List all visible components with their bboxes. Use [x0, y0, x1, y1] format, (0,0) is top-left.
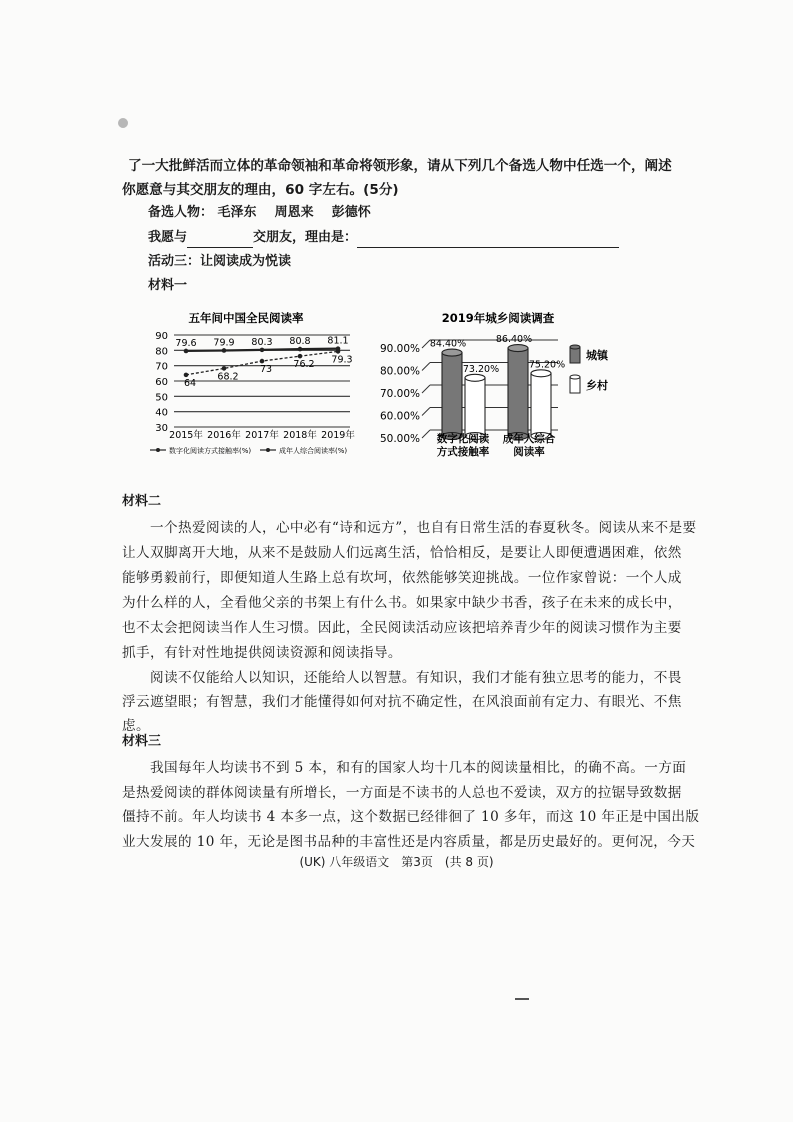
material-3-line: 是热爱阅读的群体阅读量有所增长，一方面是不读书的人总也不爱读，双方的拉锯导致数据	[122, 785, 682, 801]
y-tick-label: 40	[155, 407, 168, 419]
material-2-label: 材料二	[122, 494, 162, 509]
y-tick-label: 50	[155, 392, 168, 404]
x-category-label: 数字化阅读	[436, 433, 490, 445]
x-category-label: 阅读率	[513, 446, 545, 458]
data-point	[298, 354, 303, 359]
data-label: 73.20%	[462, 363, 500, 375]
activity-3-heading: 活动三：让阅读成为悦读	[148, 254, 292, 269]
legend-swatch-top	[570, 345, 580, 349]
material-2-line: 抓手，有针对性地提供阅读资源和阅读指导。	[122, 645, 402, 661]
data-label: 73	[259, 364, 273, 376]
x-category-label: 成年人综合	[502, 433, 556, 445]
y-tick-label: 30	[155, 423, 168, 434]
grid-perspective	[422, 340, 430, 348]
legend-swatch-top	[570, 375, 580, 379]
candidates-row	[148, 203, 371, 223]
paper-mark	[118, 118, 128, 128]
candidates-label: 备选人物：	[148, 205, 214, 220]
grid-perspective	[422, 408, 430, 416]
y-tick-label: 50.00%	[379, 433, 420, 445]
y-tick-label: 60.00%	[379, 410, 420, 423]
data-point	[184, 349, 189, 354]
data-label: 79.6	[175, 337, 197, 349]
scan-mark	[515, 998, 529, 1000]
data-label: 64	[183, 377, 197, 389]
legend-marker	[156, 448, 160, 452]
material-2-line: 虑。	[122, 718, 150, 734]
y-tick-label: 80.00%	[379, 365, 420, 378]
data-label: 81.1	[327, 335, 349, 347]
x-tick-label: 2015年	[169, 430, 203, 441]
cylinder-bar	[531, 373, 551, 436]
bar-chart	[378, 305, 638, 465]
bar-chart-title: 2019年城乡阅读调查	[441, 311, 555, 325]
data-label: 75.20%	[528, 359, 566, 371]
data-point	[260, 348, 265, 353]
x-tick-label: 2016年	[207, 430, 241, 441]
data-point	[336, 346, 341, 351]
legend-label: 成年人综合阅读率(%)	[279, 447, 348, 455]
cylinder-bar	[508, 348, 528, 436]
data-label: 86.40%	[495, 334, 533, 346]
candidate-2: 周恩来	[274, 205, 314, 220]
question-line-2: 你愿意与其交朋友的理由，60 字左右。(5分)	[122, 182, 399, 198]
y-tick-label: 60	[155, 377, 168, 388]
x-tick-label: 2018年	[283, 430, 317, 441]
material-3-line: 业大发展的 10 年，无论是图书品种的丰富性还是内容质量，都是历史最好的。更何况，今天	[122, 834, 696, 850]
y-tick-label: 80	[155, 346, 168, 358]
material-2-line: 浮云遮望眼；有智慧，我们才能懂得如何对抗不确定性，在风浪面前有定力、有眼光、不焦	[122, 694, 682, 710]
grid-perspective	[422, 430, 430, 438]
material-2-line: 阅读不仅能给人以知识，还能给人以智慧。有知识，我们才能有独立思考的能力，不畏	[150, 670, 682, 686]
line-chart	[122, 305, 362, 465]
y-tick-label: 90	[155, 331, 168, 342]
material-2-line: 能够勇毅前行，即便知道人生路上总有坎坷，依然能够笑迎挑战。一位作家曾说：一个人成	[122, 570, 682, 586]
answer-text-1: 我愿与	[148, 230, 188, 245]
grid-perspective	[422, 385, 430, 393]
line-chart-title: 五年间中国全民阅读率	[188, 311, 304, 325]
page-footer: (UK) 八年级语文 第3页 (共 8 页)	[299, 855, 494, 869]
cylinder-bar	[442, 353, 462, 436]
data-label: 79.9	[213, 337, 235, 349]
answer-text-2: 交朋友，理由是：	[253, 230, 358, 245]
cylinder-top	[508, 345, 528, 352]
y-tick-label: 70.00%	[379, 388, 420, 400]
data-point	[298, 347, 303, 352]
x-tick-label: 2019年	[321, 430, 355, 441]
data-label: 80.3	[251, 336, 273, 348]
data-point	[184, 373, 189, 378]
legend-label: 数字化阅读方式接触率(%)	[169, 447, 252, 455]
reason-blank[interactable]	[357, 233, 619, 248]
data-label: 84.40%	[429, 338, 467, 350]
y-tick-label: 90.00%	[379, 343, 420, 355]
data-point	[260, 359, 265, 364]
legend-marker	[266, 448, 270, 452]
material-3-line: 僵持不前。年人均读书 4 本多一点，这个数据已经徘徊了 10 多年，而这 10 年正是中国出版	[122, 809, 700, 825]
material-2-line: 为什么样的人，全看他父亲的书架上有什么书。如果家中缺少书香，孩子在未来的成长中，	[122, 595, 682, 611]
name-blank[interactable]	[187, 233, 253, 248]
data-label: 76.2	[293, 359, 315, 371]
cylinder-top	[465, 374, 485, 381]
data-point	[222, 348, 227, 353]
legend-label: 乡村	[586, 379, 608, 392]
x-category-label: 方式接触率	[436, 446, 490, 458]
cylinder-top	[531, 370, 551, 377]
material-2-line: 让人双脚离开大地，从来不是鼓励人们远离生活，恰恰相反，是要让人即便遭遇困难，依然	[122, 545, 682, 561]
material-2-line: 也不太会把阅读当作人生习惯。因此，全民阅读活动应该把培养青少年的阅读习惯作为主要	[122, 620, 682, 636]
data-point	[222, 366, 227, 371]
data-label: 68.2	[217, 371, 239, 383]
material-3-line: 我国每年人均读书不到 5 本，和有的国家人均十几本的阅读量相比，的确不高。一方面	[150, 760, 687, 776]
x-tick-label: 2017年	[245, 430, 279, 441]
candidate-3: 彭德怀	[331, 205, 371, 220]
material-1-label: 材料一	[148, 278, 188, 293]
grid-perspective	[422, 363, 430, 371]
material-3-label: 材料三	[122, 734, 162, 749]
candidate-1: 毛泽东	[217, 205, 257, 220]
data-label: 79.3	[331, 354, 353, 366]
cylinder-top	[442, 349, 462, 356]
cylinder-bar	[465, 378, 485, 436]
legend-label: 城镇	[586, 349, 608, 362]
answer-row	[148, 228, 619, 248]
y-tick-label: 70	[155, 361, 168, 373]
material-2-line: 一个热爱阅读的人，心中必有“诗和远方”，也自有日常生活的春夏秋冬。阅读从来不是要	[150, 520, 697, 536]
data-label: 80.8	[289, 336, 311, 348]
question-line-1: 了一大批鲜活而立体的革命领袖和革命将领形象，请从下列几个备选人物中任选一个，阐述	[128, 158, 672, 174]
